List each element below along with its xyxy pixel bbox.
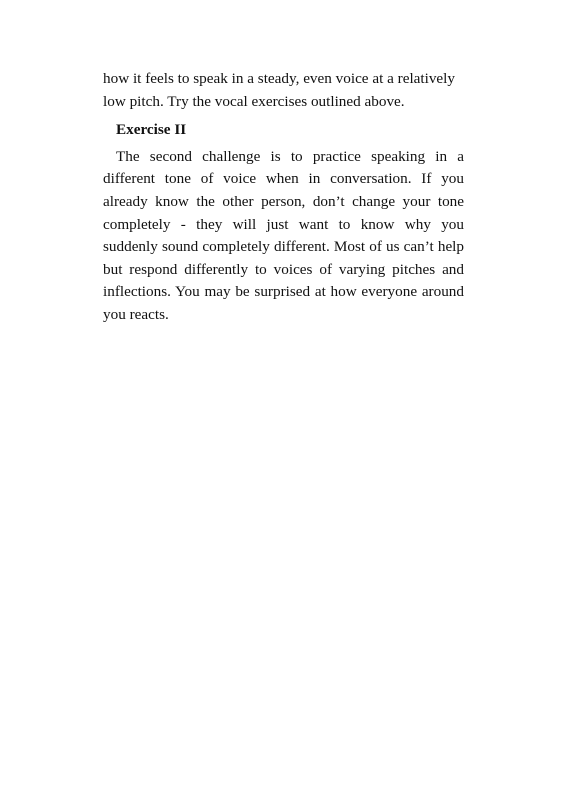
section-heading: Exercise II	[116, 121, 187, 139]
page-text	[103, 68, 464, 327]
paragraph-continued: how it feels to speak in a steady, even voice at a relatively low pitch. Try the vocal exercises outlined above.	[103, 70, 455, 110]
paragraph-body: The second challenge is to practice speaking in a different tone of voice when in conversation. If you already know the other person, don’t change your tone completely - they will just want to know why you suddenly sound completely different. Most of us can’t help but respond differently to voices of varying pitches and inflections. You may be surprised at how everyone around you reacts.	[103, 147, 464, 323]
